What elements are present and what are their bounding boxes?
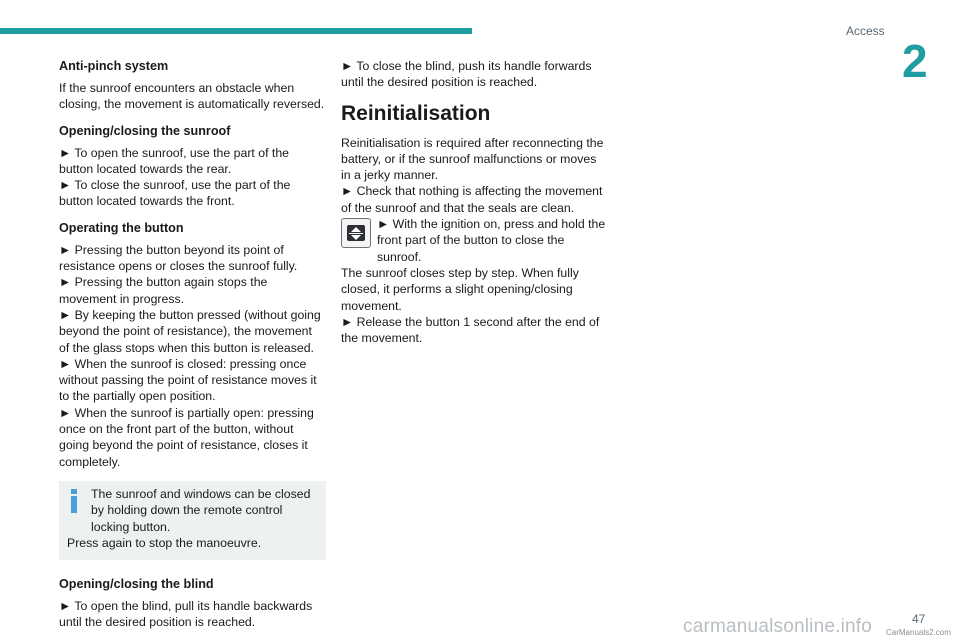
operating-step-1: ► Pressing the button beyond its point of resistance opens or closes the sunroof fully. [59, 242, 298, 274]
info-icon [71, 489, 77, 513]
reinit-check-step: ► Check that nothing is affecting the movement of the sunroof and that the seals are clean. [341, 184, 603, 215]
note-line-1: The sunroof and windows can be closed by holding down the remote control locking button. [91, 486, 311, 534]
section-title: Access [846, 24, 885, 38]
reinit-closing-text: The sunroof closes step by step. When fully closed, it performs a slight opening/closing movement. [341, 265, 579, 313]
open-close-sunroof-heading: Opening/closing the sunroof [59, 123, 231, 138]
operating-step-4: ► When the sunroof is closed: pressing once without passing the point of resistance moves it to the partially open position. [59, 356, 317, 404]
middle-column [341, 58, 607, 346]
reinit-press-step [341, 216, 607, 265]
reinitialisation-heading: Reinitialisation [341, 101, 491, 125]
page-number: 47 [912, 612, 926, 626]
operating-button-heading: Operating the button [59, 220, 184, 235]
left-column [59, 58, 325, 631]
close-blind-step: ► To close the blind, push its handle forwards until the desired position is reached. [341, 59, 592, 90]
operating-step-2: ► Pressing the button again stops the movement in progress. [59, 275, 268, 306]
reinit-press-text: ► With the ignition on, press and hold the front part of the button to close the sunroof. [377, 217, 606, 264]
anti-pinch-heading: Anti-pinch system [59, 59, 169, 73]
blind-heading: Opening/closing the blind [59, 577, 214, 592]
operating-step-5: ► When the sunroof is partially open: pressing once on the front part of the button, without going beyond the point of resistance, closes it completely. [59, 405, 314, 469]
watermark: carmanualsonline.info [683, 616, 873, 637]
note-line-2: Press again to stop the manoeuvre. [67, 535, 262, 550]
sunroof-button-icon [341, 218, 371, 248]
open-sunroof-step: ► To open the sunroof, use the part of the button located towards the rear. [59, 145, 290, 176]
header-accent-bar [0, 28, 472, 34]
reinit-release-step: ► Release the button 1 second after the end of the movement. [341, 314, 600, 346]
reinit-intro: Reinitialisation is required after reconnecting the battery, or if the sunroof malfunctions or moves in a jerky manner. [341, 135, 604, 183]
chapter-number: 2 [902, 35, 928, 87]
open-blind-step: ► To open the blind, pull its handle backwards until the desired position is reached. [59, 599, 313, 630]
close-sunroof-step: ► To close the sunroof, use the part of the button located towards the front. [59, 178, 291, 209]
info-note [59, 481, 326, 560]
watermark-small: CarManuals2.com [886, 628, 951, 637]
anti-pinch-text: If the sunroof encounters an obstacle when closing, the movement is automatically reversed. [59, 81, 325, 112]
operating-step-3: ► By keeping the button pressed (without going beyond the point of resistance), the movement of the glass stops when this button is released. [59, 307, 321, 355]
